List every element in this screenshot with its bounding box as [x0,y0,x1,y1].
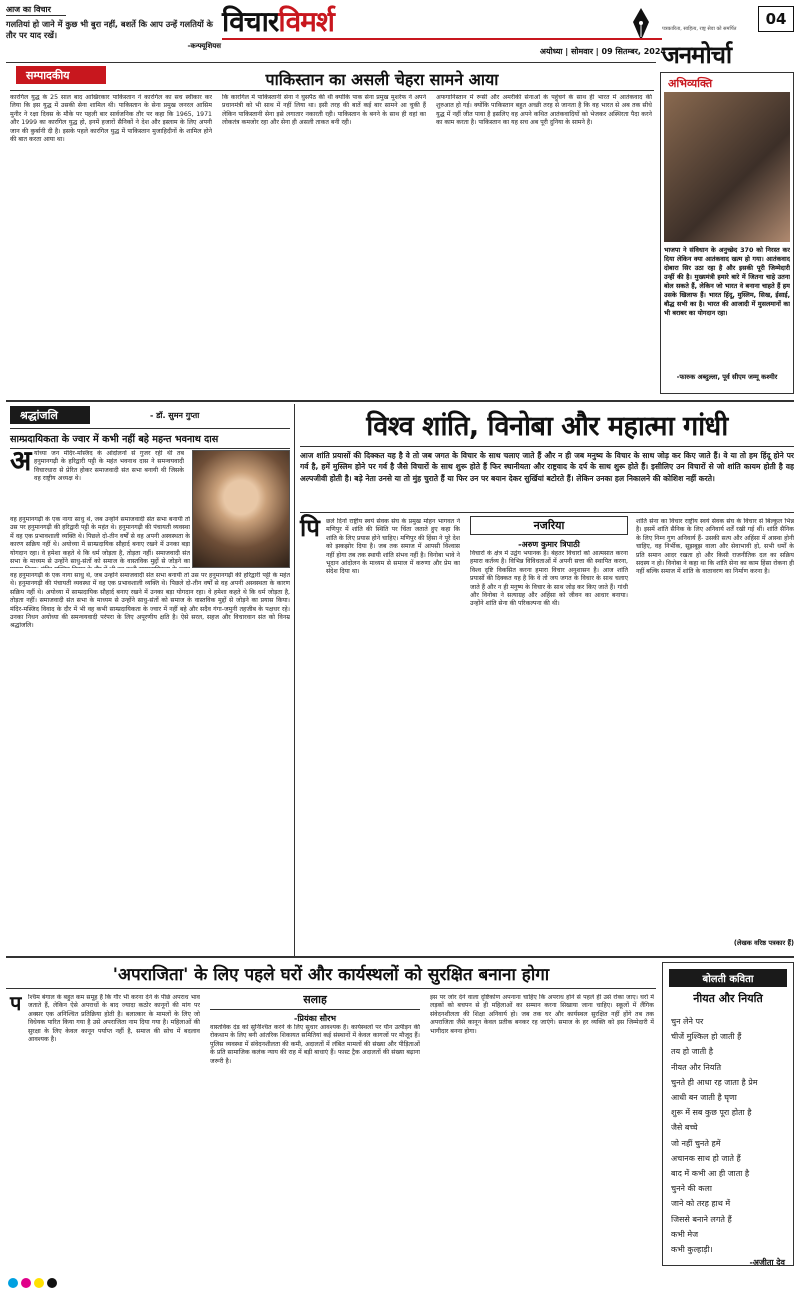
editorial-col-1: कारगिल युद्ध के 25 साल बाद आखिरकार पाकिस्तान ने कारगिल का सच स्वीकार कर लिया कि इस युद्ध में उसकी सेना शामिल थी। पाकिस्तान के सेना प्रमुख जनरल आसिम मुनीर ने रक्षा दिवस के मौके पर पहली बार सार्वजनिक तौर पर कहा कि 1965, 1971 और 1999 का कारगिल युद्ध हो, इनमें हजारों सैनिकों ने देश और इस्लाम के लिए अपनी जान की कुर्बानी दी है। इसके पहले कारगिल युद्ध में पाकिस्तान मुजाहिदीनों के शामिल होने की बात करता आया था। [10,94,212,144]
thought-of-the-day [6,4,221,51]
poem-title: नीयत और नियति [693,992,763,1005]
thought-quote: गलतियां हो जाने में कुछ भी बुरा नहीं, बशर्ते कि आप उन्हें गलतियों के तौर पर याद रखें। [6,19,213,40]
editorial-headline: पाकिस्तान का असली चेहरा सामने आया [265,70,499,89]
main-article-col-2: विचारों के क्षेत्र में उद्वेग भयानक है। बेहतर विचारों को आत्मसात करना हमारा कर्तव्य है। विभिन्न विविधताओं में अपनी सत्ता की स्थापित करना, विश्व दृष्टि विकसित करना हमारा विचार अनुशासन है। आज शांति प्रयासों की दिक्कत यह है कि वे तो जय जगत के विचार के साथ चलाए जाते हैं और न ही मनुष्य के विचार के साथ जोड़ कर किए जाते हैं। गांधी और विनोबा ने सत्याग्रह और अहिंसा को जीवन का आधार बनाया। उन्होंने शांति सेना की परिकल्पना की थी। [470,550,628,608]
editorial-col-2: कि कारगिल में पाकिस्तानी सेना ने घुसपैठ की थी क्योंकि पाक सेना प्रमुख मुशर्रफ ने अपने प्रधानमंत्री को भी साथ में नहीं लिया था। इसी तरह की बातें कई बार सामने आ चुकी हैं लेकिन पाकिस्तानी सेना इसे लगातार नकारती रही। पाकिस्तान के बनने के साथ ही वहां का लोकतंत्र कमजोर रहा और सेना ही असली ताकत बनी रही। [222,94,426,127]
poem-line: आधी बन जाती है घृणा [671,1093,737,1103]
poem-line: चीजें मुश्किल हो जाती हैं [671,1032,742,1042]
main-article-footnote: (लेखक वरिष्ठ पत्रकार हैं) [733,939,794,947]
main-headline-rule [300,446,794,447]
lower-divider [6,956,794,958]
opinion-section-tag: अभिव्यक्ति [668,77,713,90]
main-article-col-1: छले दिनों राष्ट्रीय स्वयं सेवक संघ के प्रमुख मोहन भागवत ने मणिपुर में शांति की स्थिति पर चिंता जताते हुए कहा कि शांति के लिए प्रयास होने चाहिए। मणिपुर की हिंसा ने पूरे देश को झकझोर दिया है। जब तक समाज में आपसी विश्वास नहीं होगा तब तक स्थायी शांति संभव नहीं है। विनोबा भावे ने भूदान आंदोलन के माध्यम से समाज में करुणा और प्रेम का संदेश दिया था। [326,518,460,576]
poem-lines [671,1014,787,1257]
poem-box [662,962,794,1266]
poem-poet: -अजीता देव [749,1258,785,1268]
tribute-body-continued: वह हनुमानगढ़ी के एक नागा साधु थे, जब उन्होंने समाजवादी संत सभा बनायी तो उस पर हनुमानगढ़ी की हरिद्वारी पट्टी के महंत थे। हनुमानगढ़ी की पंचायती व्यवस्था में वह एक प्रभावशाली व्यक्ति थे। पिछले दो-तीन वर्षों से वह अपनी अस्वस्थता के कारण सक्रिय नहीं थे। अयोध्या में साम्प्रदायिक सौहार्द बनाए रखने में उनका बड़ा योगदान रहा। वे हमेशा कहते थे कि धर्म जोड़ता है, तोड़ता नहीं। समाजवादी संत सभा के माध्यम से उन्होंने साधु-संतों को समाज के वास्तविक मुद्दों से जोड़ने का प्रयास किया। मंदिर-मस्जिद विवाद के दौर में भी वह कभी साम्प्रदायिकता के ज्वार में नहीं बहे और सदैव गंगा-जमुनी तहजीब के पक्षधर रहे। उनका निधन अयोध्या की समन्वयवादी परंपरा के लिए अपूरणीय क्षति है। ऐसे सरल, सहज और विचारवान संत को विनम्र श्रद्धांजलि। [10,572,290,630]
poem-line: चुन लेने पर [671,1017,704,1026]
main-article-drop-cap: पि [300,514,320,542]
main-article-headline: विश्व शांति, विनोबा और महात्मा गांधी [366,411,728,442]
main-article-col-3: शांति सेना का विचार राष्ट्रीय स्वयं सेवक संघ के विचार से बिल्कुल भिन्न है। इसमें शांति सैनिक के लिए अनिवार्य शर्तें रखी गई थीं। शांति सैनिक के लिए निम्न गुण अनिवार्य हैं- उसकी सत्य और अहिंसा में आस्था होनी चाहिए, वह निर्भीक, सूझबूझ वाला और सेवाभावी हो, सभी धर्मों के प्रति समान आदर रखता हो और किसी राजनीतिक दल का सक्रिय सदस्य न हो। विनोबा ने कहा था कि शांति सेना का काम हिंसा रोकना ही नहीं बल्कि समाज में शांति के वातावरण का निर्माण करना है। [636,518,794,576]
salah-author: -प्रियंका सौरभ [294,1014,336,1023]
salah-section [210,992,420,1024]
editorial-col-3: अफगानिस्तान में रूसी और अमरीकी सेनाओं के पहुंचने के साथ ही भारत में आतंकवाद की शुरुआत हो गई। क्योंकि पाकिस्तान बहुत अच्छी तरह से जानता है कि वह भारत से अब तक सीधे युद्ध में नहीं जीत पाया है इसलिए वह अपने कथित आतंकवादियों को भेजकर अस्थिरता पैदा करने का काम करता है। पाकिस्तान का यह सच अब पूरी दुनिया के सामने है। [436,94,652,127]
poem-line: जिससे बनाने लगते हैं [671,1214,732,1224]
masthead-bottom-rule [6,62,656,63]
safety-article-headline: 'अपराजिता' के लिए पहले घरों और कार्यस्थलों को सुरक्षित बनाना होगा [112,965,550,985]
tribute-section-tag: श्रद्धांजलि [10,406,90,424]
nazariya-section [470,516,628,550]
brand-part-1: विचार [222,5,279,38]
safety-col-3: इस पर जोर देने वाला दृष्टिकोण अपनाना चाहिए कि अपराध होने से पहले ही उसे रोका जाए। घरों में लड़कों को बचपन से ही महिलाओं का सम्मान करना सिखाया जाना चाहिए। स्कूलों में लैंगिक संवेदनशीलता की शिक्षा अनिवार्य हो। जब तक घर और कार्यस्थल सुरक्षित नहीं होंगे तब तक अपराजिता जैसे कानून केवल प्रतीक बनकर रह जाएंगे। समाज के हर व्यक्ति को इस जिम्मेदारी में भागीदार बनना होगा। [430,994,654,1035]
safety-headline-rule [6,988,656,989]
nazariya-tag: नजरिया [470,516,628,535]
dateline: अयोध्या | सोमवार | 09 सितम्बर, 2024 [539,47,666,56]
poem-line: चुनने की कला [671,1184,712,1194]
editorial-divider [6,400,794,402]
thought-label: आज का विचार [6,4,66,16]
poem-line: जैसे बच्चे [671,1123,698,1133]
page-number: 04 [758,6,794,32]
poem-section-tag: बोलती कविता [669,969,787,987]
poem-line: अचानक साथ हो जाते हैं [671,1153,741,1163]
nazariya-author: -अरुण कुमार त्रिपाठी [518,540,580,549]
opinion-quote: भाजपा ने संविधान के अनुच्छेद 370 को निरस्त कर दिया लेकिन क्या आतंकवाद खत्म हो गया। आतंकवाद दोबारा सिर उठा रहा है और इसकी पूरी जिम्मेदारी उन्हीं की है। मुख्यमंत्री हमारे बारे में जितना चाहे उतना बोल सकते हैं, लेकिन जो भारत वे बनाना चाहते हैं हम उसके खिलाफ हैं। भारत हिंदू, मुस्लिम, सिख, ईसाई, बौद्ध सभी का है। भारत की आजादी में मुसलमानों का भी बराबर का योगदान रहा। [664,246,790,317]
poem-line: शुरू में सब कुछ पूरा होता है [671,1108,752,1118]
pen-nib-icon [630,6,652,40]
tribute-vertical-rule [294,404,295,956]
editorial-headline-rule [10,90,654,91]
page-brand [222,2,522,36]
poem-line: बाद में कभी आ ही जाता है [671,1169,750,1179]
tribute-body-cont [10,572,290,952]
tribute-drop-cap: अ [10,444,32,477]
editorial-section-tag: सम्पादकीय [16,66,106,84]
poem-line: नीयत और नियति [671,1062,722,1072]
poem-line: जाने को तरह हाथ में [671,1199,731,1209]
tribute-author: - डॉ. सुमन गुप्ता [150,411,200,420]
poem-line: कभी कुल्हाड़ी। [671,1245,713,1255]
safety-col-1: श्चिम बंगाल के बहुत कम समूह हैं कि गौर भी करना देने के पीछे अपराध भाव जताते हैं, लेकिन ऐसे अपराधों के बाद ज्यादा कठोर कानूनों की मांग पर अक्सर एक अनिश्चित प्रतिक्रिया होती है। बलात्कार के मामलों के लिए जो विधेयक पारित किया गया है उसे अपराजिता नाम दिया गया है। महिलाओं की सुरक्षा के लिए केवल कानून पर्याप्त नहीं है, समाज की सोच में बदलाव आवश्यक है। [28,994,200,1044]
logo-text: जनमोर्चा [662,41,732,69]
registration-marks [8,1278,128,1288]
safety-drop-cap: प [10,991,22,1015]
tribute-lead: योध्या जन मंदिर-मस्जिद के आंदोलनों से गुजर रही थी तब हनुमानगढ़ी के हरिद्वारी पट्टी के महंत भवनाथ दास ने समन्वयवादी विचारधारा से प्रेरित होकर समाजवादी संत सभा बनायी थी जिसके वह राष्ट्रीय अध्यक्ष थे। [34,450,184,483]
salah-tag: सलाह [210,992,420,1010]
logo-tagline: पत्रकारिता, साहित्य, राष्ट्र सेवा को समर्पित [662,26,737,32]
mahant-bhavnath-das-photo [192,450,290,568]
newspaper-logo [662,38,800,68]
poem-line: तय हो जाती है [671,1047,714,1057]
main-article-deck: आज शांति प्रयासों की दिक्कत यह है वे तो जब जगत के विचार के साथ चलाए जाते हैं और न ही जब मनुष्य के विचार के साथ जोड़ कर किए जाते हैं। वे या तो हम हिंदू होने पर गर्व है, हमें मुस्लिम होने पर गर्व है जैसे विचारों के साथ शुरू होते हैं फिर स्थानीयता और राष्ट्रवाद के दर्प के साथ शुरू होते हैं। इसीलिए उन विचारों से जो शांति कायम होती है वह अल्पजीवी होती है। बड़े नेता उनसे या तो मुंह चुराते हैं या फिर उन पर बयान देकर सुर्खियां बटोरते हैं। लेकिन उनका हल निकालने की कोशिश नहीं करते। [300,451,794,483]
thought-author: -कन्फ्यूशियस [187,42,221,50]
safety-col-2: वास्तविक दंड को सुनिश्चित करने के लिए सुधार आवश्यक है। कार्यस्थलों पर यौन उत्पीड़न की रोकथाम के लिए बनी आंतरिक शिकायत समितियां कई संस्थानों में केवल कागजों पर मौजूद हैं। पुलिस व्यवस्था में संवेदनशीलता की कमी, अदालतों में लंबित मामलों की संख्या और पीड़िताओं के प्रति सामाजिक कलंक न्याय की राह में बड़ी बाधाएं हैं। फास्ट ट्रैक अदालतों की संख्या बढ़ाना जरूरी है। [210,1024,420,1065]
brand-part-2: विमर्श [278,5,334,38]
tribute-headline: साम्प्रदायिकता के ज्वार में कभी नहीं बहे महन्त भवनाथ दास [10,428,290,449]
masthead-rule [222,38,662,40]
opinion-attribution: -फारुक अब्दुल्ला, पूर्व सीएम जम्मू कश्मीर [676,373,778,381]
tribute-body: वह हनुमानगढ़ी के एक नागा साधु थे, जब उन्होंने समाजवादी संत सभा बनायी तो उस पर हनुमानगढ़ी की हरिद्वारी पट्टी के महंत थे। हनुमानगढ़ी की पंचायती व्यवस्था में वह एक प्रभावशाली व्यक्ति थे। पिछले दो-तीन वर्षों से वह अपनी अस्वस्थता के कारण सक्रिय नहीं थे। अयोध्या में साम्प्रदायिक सौहार्द बनाए रखने में उनका बड़ा योगदान रहा। वे हमेशा कहते थे कि धर्म जोड़ता है, तोड़ता नहीं। समाजवादी संत सभा के माध्यम से उन्होंने साधु-संतों को समाज के वास्तविक मुद्दों से जोड़ने का [10,516,190,566]
poem-line: चुनते ही आधा रह जाता है प्रेम [671,1077,758,1087]
poem-line: कभी मेज [671,1229,699,1239]
farooq-abdullah-photo [664,92,790,242]
poem-line: जो नहीं चुनते हमें [671,1138,721,1148]
main-deck-rule [300,512,794,513]
